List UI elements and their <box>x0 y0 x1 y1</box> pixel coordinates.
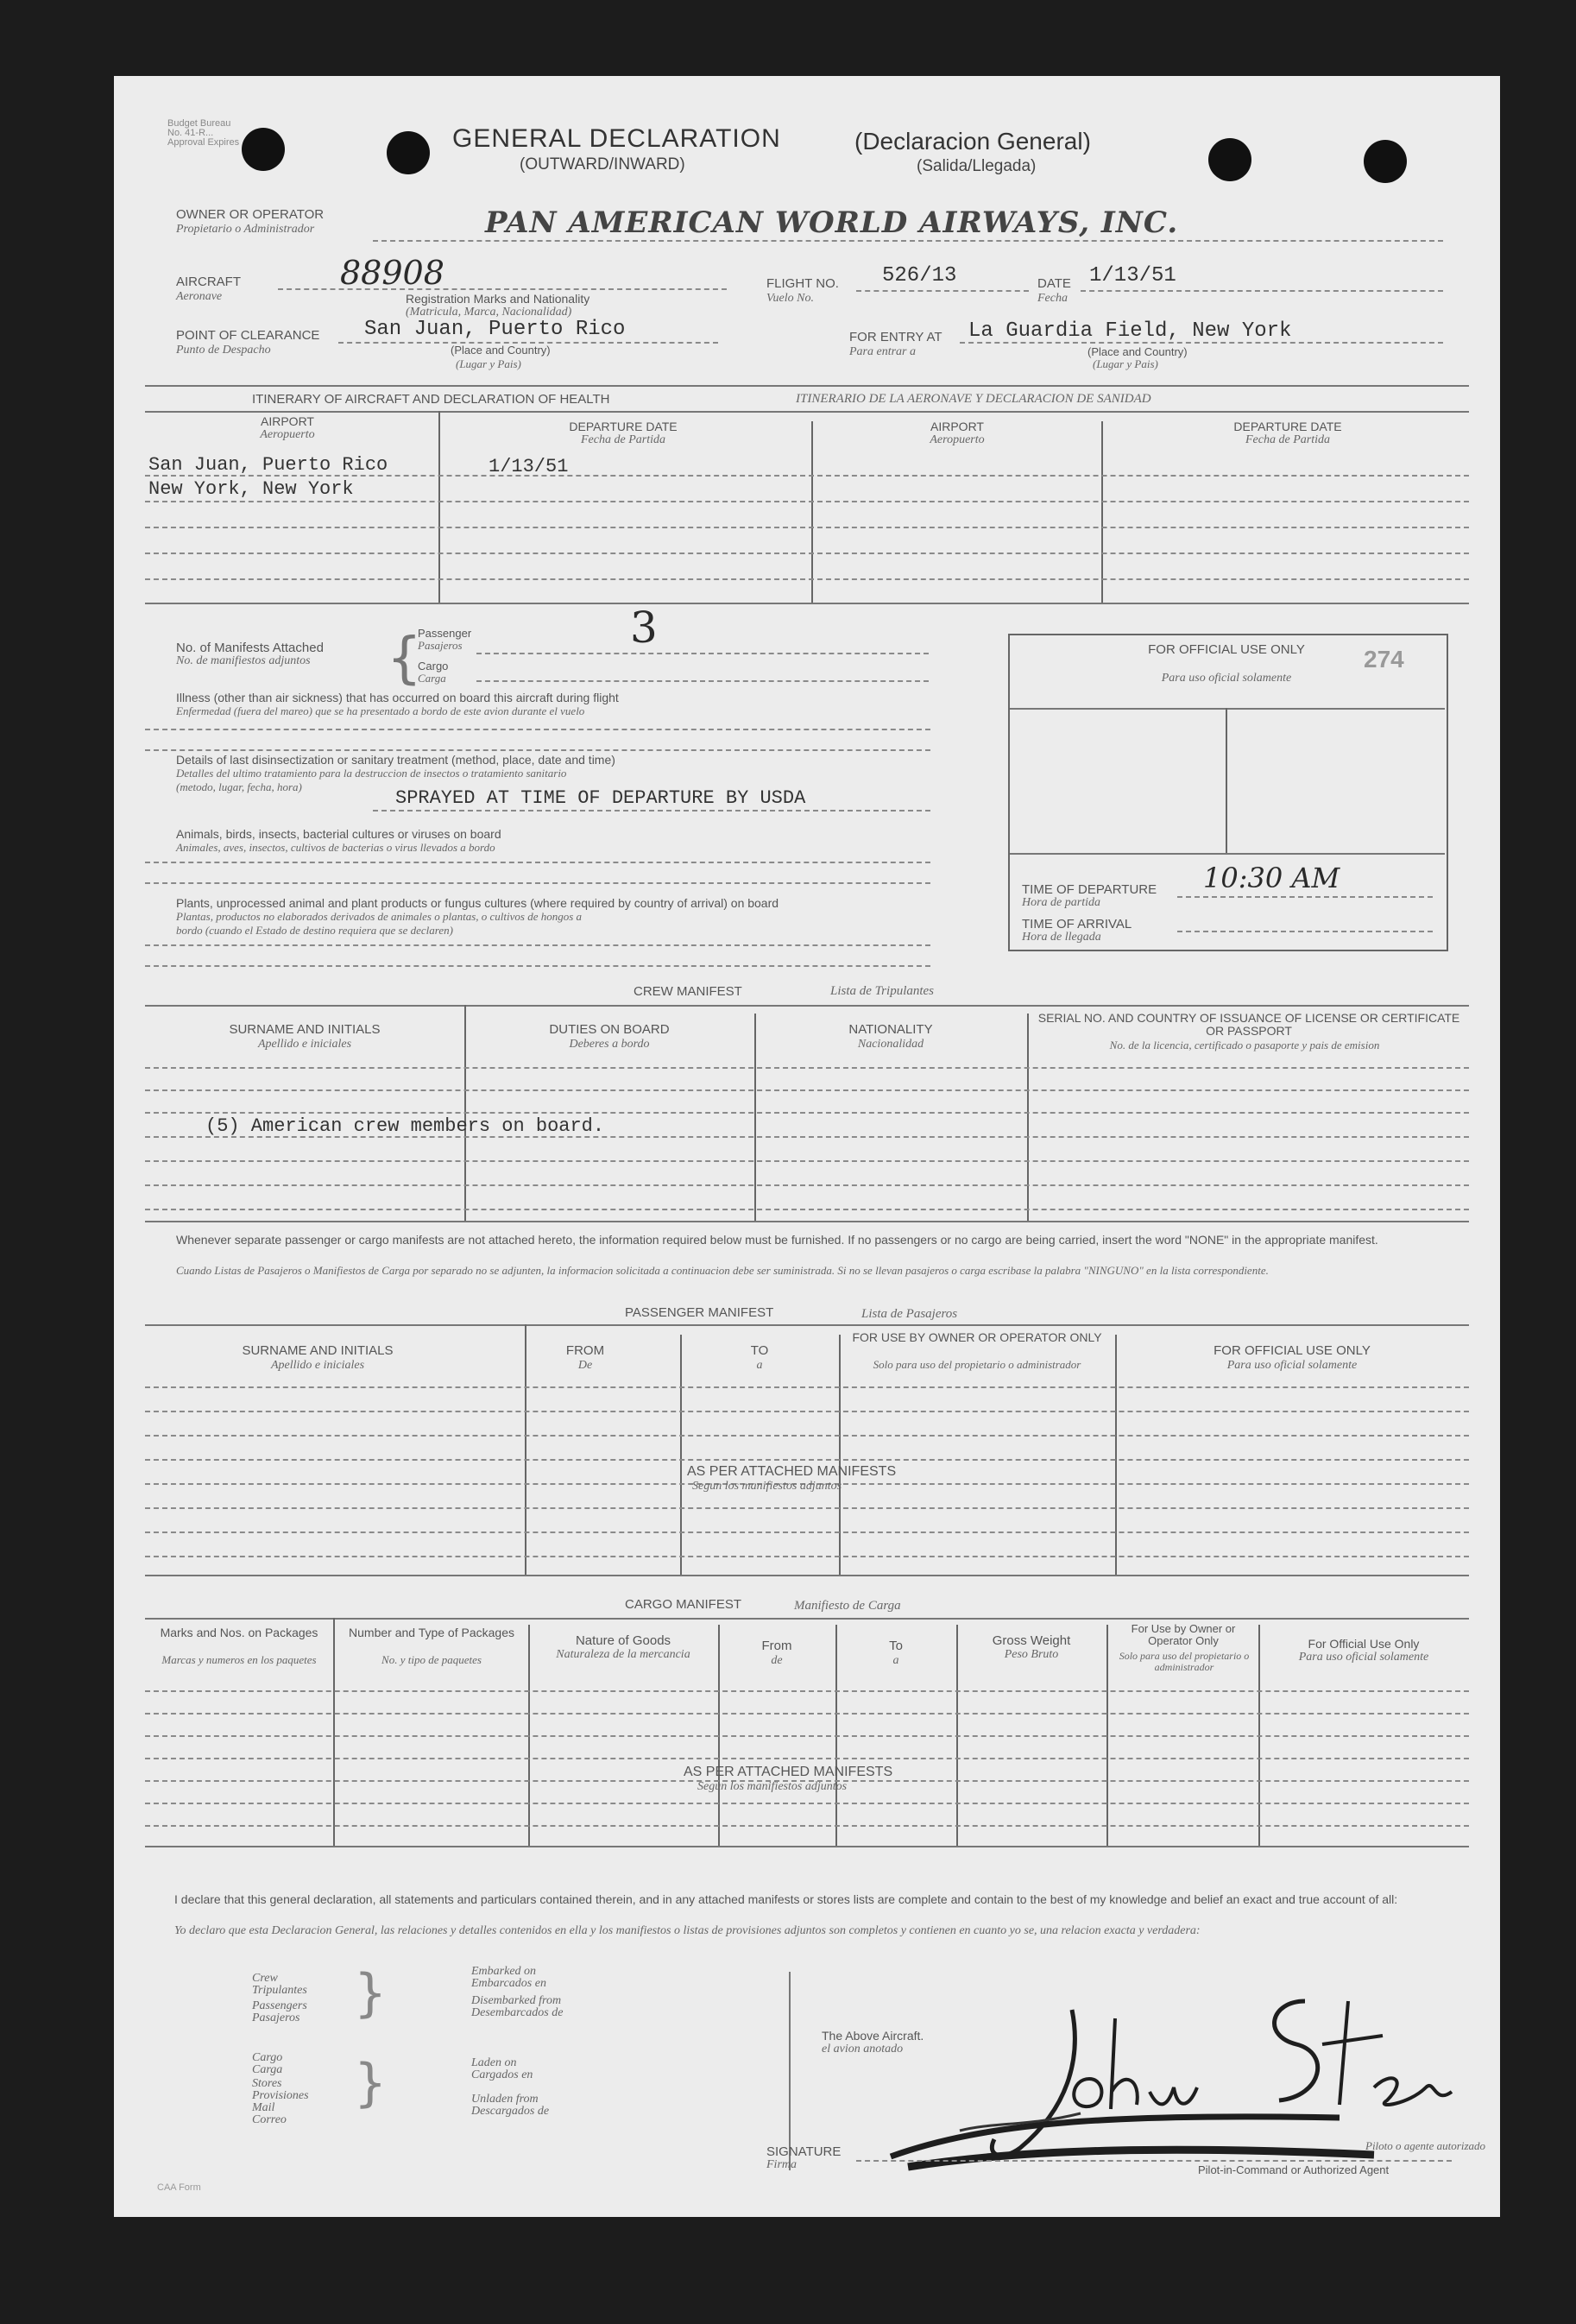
cargo-col-from: From <box>761 1639 792 1653</box>
plants-line <box>145 944 930 946</box>
cargo-col-marks-es: Marcas y numeros en los paquetes <box>161 1653 317 1666</box>
cargo-col-weight-es: Peso Bruto <box>1004 1648 1059 1661</box>
decl-bracket <box>789 1972 796 2170</box>
illness-line <box>145 749 930 751</box>
decl-crew: Crew <box>252 1972 278 1985</box>
date-value: 1/13/51 <box>1089 264 1176 287</box>
cargo-col-owner: For Use by Owner or Operator Only <box>1131 1622 1236 1647</box>
cargo-col-to: To <box>889 1639 903 1653</box>
decl-stores: Stores <box>252 2077 282 2090</box>
manifest-brace: { <box>387 627 422 691</box>
clearance-value: San Juan, Puerto Rico <box>364 318 626 341</box>
crew-divider <box>1027 1014 1029 1221</box>
passenger-col-official: FOR OFFICIAL USE ONLY <box>1214 1343 1371 1358</box>
itinerary-top-rule <box>145 385 1469 387</box>
passenger-col-surname: SURNAME AND INITIALS <box>242 1343 394 1358</box>
itinerary-divider <box>438 411 440 603</box>
official-inner-divider <box>1226 708 1227 855</box>
manifests-label-es: No. de manifiestos adjuntos <box>176 654 311 667</box>
crew-row-line <box>145 1067 1469 1069</box>
passenger-row-line <box>145 1411 1469 1412</box>
manifests-label: No. of Manifests Attached <box>176 641 324 655</box>
decl-mail-es: Correo <box>252 2113 287 2126</box>
decl-embarked: Embarked on <box>471 1965 537 1978</box>
passenger-row-line <box>145 1386 1469 1388</box>
clearance-place-label-es: (Lugar y Pais) <box>456 357 521 370</box>
itinerary-row2-airport: New York, New York <box>148 478 354 500</box>
decl-passengers-es: Pasajeros <box>252 2011 300 2024</box>
cargo-col-to-es: a <box>892 1654 899 1667</box>
punch-hole <box>1364 140 1407 183</box>
itinerary-divider <box>1101 421 1103 603</box>
itinerary-row1-date: 1/13/51 <box>489 456 569 477</box>
itinerary-row-line <box>145 475 1469 477</box>
flight-value: 526/13 <box>882 264 957 287</box>
itinerary-col-airport-2-es: Aeropuerto <box>930 433 985 446</box>
disinsect-line <box>373 810 930 812</box>
owner-value: PAN AMERICAN WORLD AIRWAYS, INC. <box>485 205 1179 240</box>
itinerary-col-departure-2-es: Fecha de Partida <box>1245 433 1330 446</box>
cargo-col-weight: Gross Weight <box>992 1633 1071 1648</box>
form-title-es: (Declaracion General) <box>854 128 1091 155</box>
itinerary-col-departure-2: DEPARTURE DATE <box>1233 420 1342 433</box>
arrival-time-label: TIME OF ARRIVAL <box>1022 917 1132 931</box>
departure-time-value: 10:30 AM <box>1203 862 1340 894</box>
flight-line <box>856 290 1029 292</box>
declaration-text: I declare that this general declaration, all statements and particulars contained therein, and in any attached manifests or stores lists are complete and contain to the best of my knowledge and belief an exact and true account of all: <box>174 1892 1398 1906</box>
manifest-note: Whenever separate passenger or cargo manifests are not attached hereto, the information required below must be furnished. If no passengers or no cargo are being carried, insert the word "NONE" in the appropriate manifest. <box>176 1233 1378 1247</box>
decl-embarked-es: Embarcados en <box>471 1977 546 1990</box>
cargo-row-line <box>145 1735 1469 1737</box>
decl-disembarked-es: Desembarcados de <box>471 2006 564 2019</box>
animals-line <box>145 862 930 863</box>
decl-disembarked: Disembarked from <box>471 1994 562 2007</box>
cargo-col-marks: Marks and Nos. on Packages <box>160 1626 318 1639</box>
entry-label: FOR ENTRY AT <box>849 330 942 344</box>
entry-label-es: Para entrar a <box>849 345 916 358</box>
passenger-divider <box>839 1335 841 1575</box>
flight-label: FLIGHT NO. <box>766 276 839 291</box>
clearance-place-label: (Place and Country) <box>451 344 551 357</box>
cargo-row-line <box>145 1825 1469 1827</box>
cargo-bottom-rule <box>145 1846 1469 1847</box>
passenger-col-from-es: De <box>577 1359 593 1372</box>
decl-passengers: Passengers <box>252 1999 307 2012</box>
passenger-row-line <box>145 1556 1469 1557</box>
illness-line <box>145 729 930 730</box>
itinerary-bottom-rule <box>145 603 1469 604</box>
manifests-cargo: Cargo <box>418 660 449 673</box>
entry-place-label: (Place and Country) <box>1087 345 1188 358</box>
approval-note: Budget Bureau No. 41-R... Approval Expires <box>167 118 240 148</box>
form-title-es-sub: (Salida/Llegada) <box>917 157 1037 175</box>
clearance-label-es: Punto de Despacho <box>176 344 271 357</box>
cargo-col-number-es: No. y tipo de paquetes <box>381 1653 482 1666</box>
cargo-col-nature: Nature of Goods <box>575 1633 671 1648</box>
cargo-col-nature-es: Naturaleza de la mercancia <box>556 1648 690 1661</box>
entry-line <box>960 342 1443 344</box>
itinerary-row-line <box>145 578 1469 580</box>
decl-mail: Mail <box>252 2101 275 2114</box>
agent-label: Pilot-in-Command or Authorized Agent <box>1198 2163 1390 2176</box>
crew-row-line <box>145 1160 1469 1162</box>
departure-time-label-es: Hora de partida <box>1022 896 1100 909</box>
signature-label-es: Firma <box>766 2158 797 2171</box>
aircraft-value: 88908 <box>340 254 444 292</box>
passenger-row-line <box>145 1507 1469 1509</box>
cargo-col-owner-es: Solo para uso del propietario o administrador <box>1119 1650 1250 1673</box>
crew-col-duties-es: Deberes a bordo <box>569 1038 650 1051</box>
decl-brace: } <box>354 1963 388 2024</box>
manifests-cargo-es: Carga <box>418 672 446 685</box>
passenger-col-owner-es: Solo para uso del propietario o administrador <box>873 1358 1081 1371</box>
departure-time-label: TIME OF DEPARTURE <box>1022 882 1157 897</box>
agent-label-es: Piloto o agente autorizado <box>1365 2139 1486 2152</box>
signature-line <box>856 2160 1452 2162</box>
declaration-form <box>114 76 1500 2217</box>
official-inner-rule <box>1010 853 1445 855</box>
plants-line <box>145 965 930 967</box>
plants-label-es: Plantas, productos no elaborados derivados de animales o plantas, o cultivos de hongos a <box>176 910 583 923</box>
cargo-col-from-es: de <box>771 1654 783 1667</box>
crew-col-surname-es: Apellido e iniciales <box>257 1038 352 1051</box>
disinsect-value: SPRAYED AT TIME OF DEPARTURE BY USDA <box>395 787 806 809</box>
crew-title: CREW MANIFEST <box>634 984 742 999</box>
cargo-divider <box>333 1618 335 1846</box>
illness-label: Illness (other than air sickness) that has occurred on board this aircraft during flight <box>176 691 619 704</box>
manifests-value: 3 <box>630 603 658 653</box>
itinerary-col-departure-es: Fecha de Partida <box>581 433 665 446</box>
departure-time-line <box>1177 896 1433 898</box>
owner-label-es: Propietario o Administrador <box>176 223 315 236</box>
cargo-col-number: Number and Type of Packages <box>349 1626 514 1639</box>
itinerary-row-line <box>145 501 1469 502</box>
crew-bottom-rule <box>145 1221 1469 1222</box>
cargo-col-official-es: Para uso oficial solamente <box>1298 1651 1429 1664</box>
passenger-top-rule <box>145 1324 1469 1326</box>
registration-label: Registration Marks and Nationality <box>406 292 590 306</box>
owner-line <box>373 240 1443 242</box>
cargo-title: CARGO MANIFEST <box>625 1597 742 1612</box>
owner-label: OWNER OR OPERATOR <box>176 207 325 222</box>
crew-row-line <box>145 1112 1469 1114</box>
illness-label-es: Enfermedad (fuera del mareo) que se ha presentado a bordo de este avion durante el vuelo <box>176 704 585 717</box>
decl-laden-es: Cargados en <box>471 2068 533 2081</box>
animals-line <box>145 882 930 884</box>
form-title: GENERAL DECLARATION <box>452 124 781 153</box>
plants-label: Plants, unprocessed animal and plant products or fungus cultures (where required by country of arrival) on board <box>176 896 779 910</box>
manifests-passenger-es: Pasajeros <box>418 639 463 652</box>
aircraft-label: AIRCRAFT <box>176 275 241 289</box>
itinerary-row1-airport: San Juan, Puerto Rico <box>148 454 388 476</box>
official-inner-rule <box>1010 708 1445 710</box>
registration-label-es: (Matricula, Marca, Nacionalidad) <box>406 306 572 319</box>
passenger-row-line <box>145 1459 1469 1461</box>
decl-laden: Laden on <box>471 2056 517 2069</box>
crew-row-line <box>145 1209 1469 1210</box>
plants-label-es2: bordo (cuando el Estado de destino requiera que se declaren) <box>176 924 453 937</box>
crew-title-es: Lista de Tripulantes <box>830 984 935 998</box>
punch-hole <box>1208 138 1251 181</box>
entry-value: La Guardia Field, New York <box>968 319 1292 343</box>
above-aircraft: The Above Aircraft. <box>822 2029 924 2043</box>
crew-col-serial-es: No. de la licencia, certificado o pasaporte y pais de emision <box>1109 1039 1380 1051</box>
cargo-title-es: Manifiesto de Carga <box>794 1599 901 1613</box>
crew-col-surname: SURNAME AND INITIALS <box>229 1022 381 1037</box>
crew-entry: (5) American crew members on board. <box>205 1115 605 1137</box>
crew-top-rule <box>145 1005 1469 1007</box>
itinerary-title: ITINERARY OF AIRCRAFT AND DECLARATION OF HEALTH <box>252 392 610 407</box>
official-for: FOR OFFICIAL USE ONLY <box>1148 642 1305 657</box>
itinerary-col-airport-es: Aeropuerto <box>260 428 315 441</box>
cargo-row-line <box>145 1713 1469 1715</box>
manifests-line <box>476 680 929 682</box>
crew-row-line <box>145 1089 1469 1091</box>
aircraft-label-es: Aeronave <box>176 290 223 303</box>
date-label-es: Fecha <box>1037 292 1068 305</box>
manifest-note-es: Cuando Listas de Pasajeros o Manifiestos de Carga por separado no se adjunten, la informacion solicitada a continuacion debe ser suministrada. Si no se llevan pasajeros o carga escribase la palabra "NINGUNO" en la lista correspondiente. <box>176 1264 1269 1277</box>
passenger-col-official-es: Para uso oficial solamente <box>1226 1359 1358 1372</box>
passenger-col-to: TO <box>750 1343 769 1358</box>
decl-cargo: Cargo <box>252 2051 283 2064</box>
animals-label: Animals, birds, insects, bacterial cultures or viruses on board <box>176 827 501 841</box>
crew-row-line <box>145 1136 1469 1138</box>
passenger-col-surname-es: Apellido e iniciales <box>270 1359 365 1372</box>
date-line <box>1081 290 1443 292</box>
crew-row-line <box>145 1184 1469 1186</box>
cargo-top-rule <box>145 1618 1469 1620</box>
decl-stores-es: Provisiones <box>252 2089 309 2102</box>
decl-brace-2: } <box>354 2053 388 2113</box>
cargo-row-line <box>145 1690 1469 1692</box>
aircraft-line <box>278 288 727 290</box>
arrival-time-line <box>1177 931 1433 932</box>
itinerary-row-line <box>145 553 1469 554</box>
passenger-col-owner: FOR USE BY OWNER OR OPERATOR ONLY <box>852 1330 1102 1344</box>
above-aircraft-es: el avion anotado <box>822 2043 904 2056</box>
itinerary-title-es: ITINERARIO DE LA AERONAVE Y DECLARACION DE SANIDAD <box>796 392 1151 406</box>
manifests-passenger: Passenger <box>418 627 472 640</box>
arrival-time-label-es: Hora de llegada <box>1022 931 1101 944</box>
disinsect-label-es: Detalles del ultimo tratamiento para la destruccion de insectos o tratamiento sanitario <box>176 767 567 780</box>
cargo-row-line <box>145 1803 1469 1804</box>
manifests-line <box>476 653 929 654</box>
itinerary-divider <box>811 421 813 603</box>
decl-crew-es: Tripulantes <box>252 1984 307 1997</box>
itinerary-col-departure: DEPARTURE DATE <box>569 420 678 433</box>
passenger-stamp: AS PER ATTACHED MANIFESTS <box>687 1464 897 1479</box>
decl-unladen-es: Descargados de <box>471 2105 550 2118</box>
cargo-stamp: AS PER ATTACHED MANIFESTS <box>684 1765 893 1779</box>
passenger-title: PASSENGER MANIFEST <box>625 1305 774 1320</box>
itinerary-row-line <box>145 527 1469 528</box>
animals-label-es: Animales, aves, insectos, cultivos de bacterias o virus llevados a bordo <box>176 841 495 854</box>
crew-col-nationality-es: Nacionalidad <box>857 1038 924 1051</box>
disinsect-label-es2: (metodo, lugar, fecha, hora) <box>176 780 302 793</box>
declaration-text-es: Yo declaro que esta Declaracion General, las relaciones y detalles contenidos en ella y los manifiestos o listas de provisiones adjuntos son completos y contienen en cuanto yo se, una relacion exacta y verdadera: <box>174 1924 1201 1937</box>
cargo-col-official: For Official Use Only <box>1308 1637 1420 1651</box>
decl-unladen: Unladen from <box>471 2093 539 2106</box>
form-title-sub: (OUTWARD/INWARD) <box>520 155 685 174</box>
crew-col-duties: DUTIES ON BOARD <box>549 1022 670 1037</box>
disinsect-label: Details of last disinsectization or sanitary treatment (method, place, date and time) <box>176 753 615 767</box>
entry-place-label-es: (Lugar y Pais) <box>1093 357 1158 370</box>
form-id: CAA Form <box>157 2182 201 2193</box>
itinerary-header-rule <box>145 411 1469 413</box>
crew-col-serial: SERIAL NO. AND COUNTRY OF ISSUANCE OF LICENSE OR CERTIFICATE OR PASSPORT <box>1037 1011 1460 1038</box>
passenger-row-line <box>145 1435 1469 1437</box>
cargo-row-line <box>145 1758 1469 1759</box>
cargo-stamp-es: Segun los manifiestos adjuntos <box>697 1780 848 1793</box>
crew-col-nationality: NATIONALITY <box>848 1022 933 1037</box>
date-label: DATE <box>1037 276 1071 291</box>
official-use-label-es: Para uso oficial solamente <box>1161 672 1292 685</box>
punch-hole <box>387 131 430 174</box>
official-number: 274 <box>1364 646 1404 673</box>
passenger-row-line <box>145 1531 1469 1533</box>
passenger-bottom-rule <box>145 1575 1469 1576</box>
signature-label: SIGNATURE <box>766 2144 842 2159</box>
itinerary-col-airport: AIRPORT <box>261 414 314 428</box>
itinerary-col-airport-2: AIRPORT <box>930 420 984 433</box>
flight-label-es: Vuelo No. <box>766 292 814 305</box>
passenger-col-from: FROM <box>565 1343 605 1358</box>
decl-cargo-es: Carga <box>252 2063 283 2076</box>
passenger-col-to-es: a <box>756 1359 763 1372</box>
passenger-stamp-es: Segun los manifiestos adjuntos <box>692 1480 842 1493</box>
clearance-label: POINT OF CLEARANCE <box>176 328 320 343</box>
passenger-title-es: Lista de Pasajeros <box>861 1307 958 1321</box>
